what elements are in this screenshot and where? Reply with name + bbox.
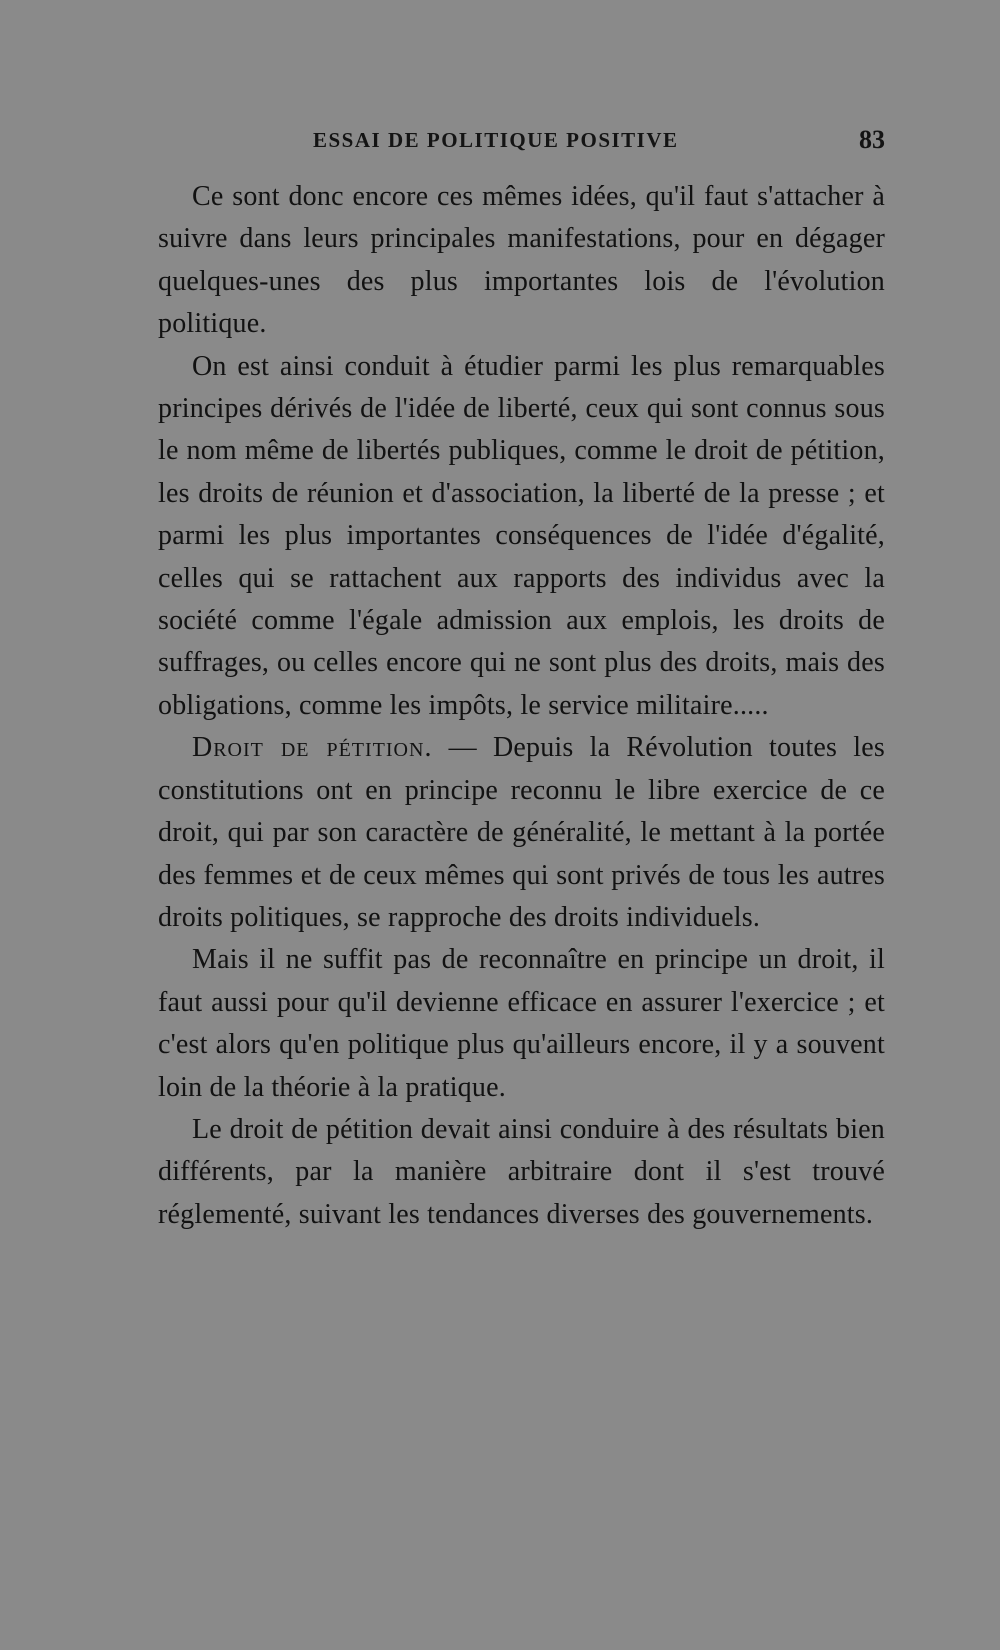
paragraph-4: Mais il ne suffit pas de reconnaître en principe un droit, il faut aussi pour qu'il devienne efficace en assurer l'exercice ; et c'est alors qu'en politique plus qu'ailleurs encore, il y a souvent loin de la théorie à la pratique.	[158, 944, 885, 1103]
page-number: 83	[859, 125, 885, 154]
paragraph-3	[158, 727, 885, 939]
section-heading: Droit de pétition.	[192, 732, 433, 764]
running-head	[158, 125, 885, 162]
paragraph-3-text: — Depuis la Révolution toutes les constitutions ont en principe reconnu le libre exercice de ce droit, qui par son caractère de généralité, le mettant à la portée des femmes et de ceux mêmes qui sont privés de tous les autres droits politiques, se rapproche des droits individuels.	[158, 732, 885, 933]
body-text	[158, 176, 885, 1236]
paragraph-1: Ce sont donc encore ces mêmes idées, qu'il faut s'attacher à suivre dans leurs principales manifestations, pour en dégager quelques-unes des plus importantes lois de l'évolution politique.	[158, 181, 885, 340]
running-title: ESSAI DE POLITIQUE POSITIVE	[313, 128, 679, 152]
paragraph-5: Le droit de pétition devait ainsi conduire à des résultats bien différents, par la manière arbitraire dont il s'est trouvé réglementé, suivant les tendances diverses des gouvernements.	[158, 1113, 885, 1230]
paragraph-2: On est ainsi conduit à étudier parmi les plus remarquables principes dérivés de l'idée de liberté, ceux qui sont connus sous le nom même de libertés publiques, comme le droit de pétition, les droits de réunion et d'association, la liberté de la presse ; et parmi les plus importantes conséquences de l'idée d'égalité, celles qui se rattachent aux rapports des individus avec la société comme l'égale admission aux emplois, les droits de suffrages, ou celles encore qui ne sont plus des droits, mais des obligations, comme les impôts, le service militaire.....	[158, 350, 885, 721]
